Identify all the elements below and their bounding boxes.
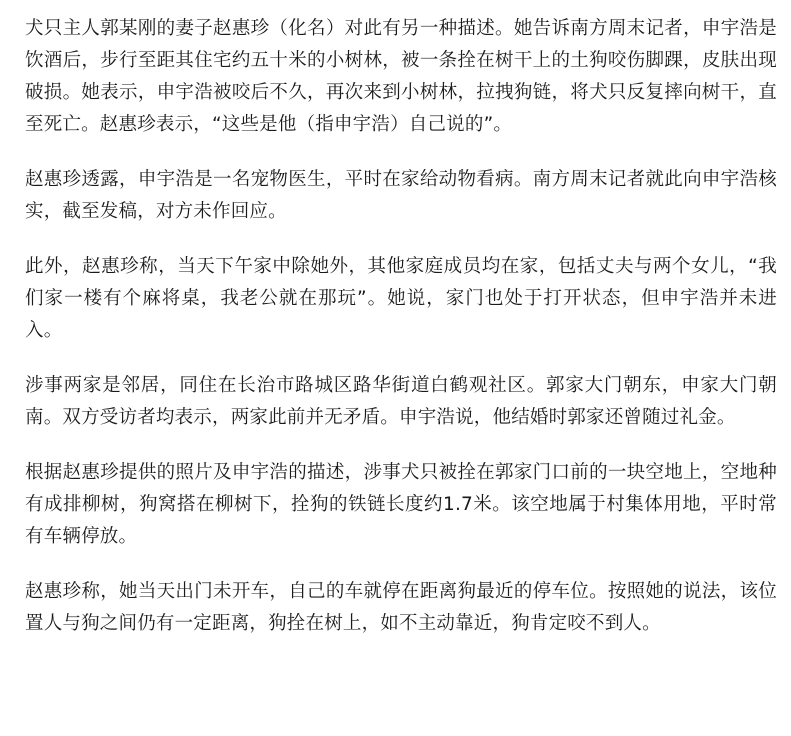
- paragraph-4: 涉事两家是邻居，同住在长治市路城区路华街道白鹤观社区。郭家大门朝东，申家大门朝南。双方受访者均表示，两家此前并无矛盾。申宇浩说，他结婚时郭家还曾随过礼金。: [25, 375, 777, 428]
- article-body: [25, 13, 777, 663]
- paragraph-5: 根据赵惠珍提供的照片及申宇浩的描述，涉事犬只被拴在郭家门口前的一块空地上，空地种有成排柳树，狗窝搭在柳树下，拴狗的铁链长度约1.7米。该空地属于村集体用地，平时常有车辆停放。: [25, 462, 777, 547]
- paragraph-2: 赵惠珍透露，申宇浩是一名宠物医生，平时在家给动物看病。南方周末记者就此向申宇浩核实，截至发稿，对方未作回应。: [25, 169, 777, 222]
- paragraph-1: 犬只主人郭某刚的妻子赵惠珍（化名）对此有另一种描述。她告诉南方周末记者，申宇浩是饮酒后，步行至距其住宅约五十米的小树林，被一条拴在树干上的土狗咬伤脚踝，皮肤出现破损。她表示，申宇浩被咬后不久，再次来到小树林，拉拽狗链，将犬只反复摔向树干，直至死亡。赵惠珍表示，“这些是他（指申宇浩）自己说的”。: [25, 18, 777, 135]
- paragraph-6: 赵惠珍称，她当天出门未开车，自己的车就停在距离狗最近的停车位。按照她的说法，该位置人与狗之间仍有一定距离，狗拴在树上，如不主动靠近，狗肯定咬不到人。: [25, 581, 777, 634]
- paragraph-3: 此外，赵惠珍称，当天下午家中除她外，其他家庭成员均在家，包括丈夫与两个女儿，“我们家一楼有个麻将桌，我老公就在那玩”。她说，家门也处于打开状态，但申宇浩并未进入。: [25, 256, 777, 341]
